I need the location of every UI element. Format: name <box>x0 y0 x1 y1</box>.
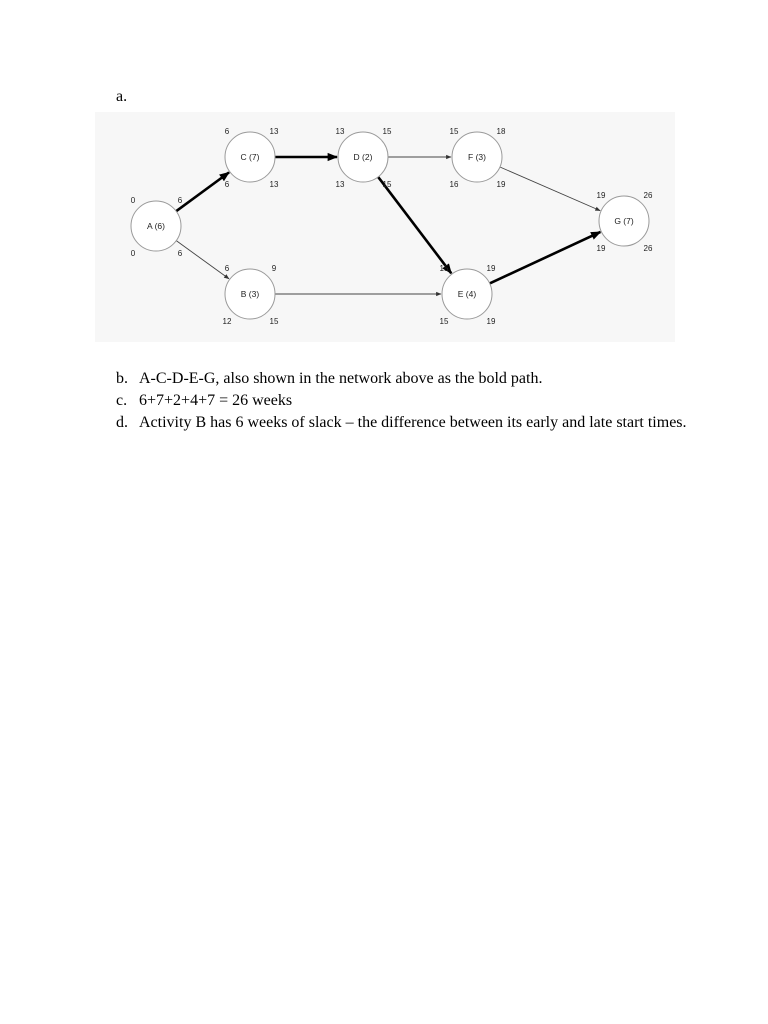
node-A-ef: 6 <box>177 196 183 205</box>
node-C-es: 6 <box>224 127 230 136</box>
node-E-ls: 15 <box>439 317 449 326</box>
node-C-label: C (7) <box>240 152 260 162</box>
edge-E-G-critical <box>490 232 601 283</box>
node-E-ef: 19 <box>486 264 496 273</box>
edge-A-B <box>176 241 229 279</box>
node-G-ef: 26 <box>643 191 653 200</box>
node-G-label: G (7) <box>614 216 634 226</box>
node-B <box>223 264 279 326</box>
node-F-lf: 19 <box>496 180 506 189</box>
node-A-lf: 6 <box>177 249 183 258</box>
node-C-ls: 6 <box>224 180 230 189</box>
node-C-lf: 13 <box>269 180 279 189</box>
answer-d <box>116 412 696 434</box>
node-E-label: E (4) <box>457 289 477 299</box>
answer-list <box>116 368 696 434</box>
answer-b <box>116 368 696 390</box>
answer-b-marker: b. <box>116 370 128 387</box>
node-B-label: B (3) <box>240 289 260 299</box>
answer-d-text: Activity B has 6 weeks of slack – the difference between its early and late start times. <box>139 414 687 431</box>
node-G-ls: 19 <box>596 244 606 253</box>
node-D-es: 13 <box>335 127 345 136</box>
node-D-lf: 15 <box>382 180 392 189</box>
edge-F-G <box>500 167 600 211</box>
node-A-label: A (6) <box>147 221 165 231</box>
node-A-ls: 0 <box>130 249 136 258</box>
answer-d-marker: d. <box>116 414 128 431</box>
node-A <box>131 196 183 258</box>
node-G-es: 19 <box>596 191 606 200</box>
node-F-es: 15 <box>449 127 459 136</box>
node-B-lf: 15 <box>269 317 279 326</box>
node-G <box>597 191 653 253</box>
answer-c-marker: c. <box>116 392 128 409</box>
answer-c-text: 6+7+2+4+7 = 26 weeks <box>139 392 293 409</box>
node-A-es: 0 <box>130 196 136 205</box>
node-D <box>336 127 392 189</box>
node-G-lf: 26 <box>643 244 653 253</box>
answer-b-text: A-C-D-E-G, also shown in the network above as the bold path. <box>139 370 543 387</box>
node-F-label: F (3) <box>468 152 486 162</box>
node-B-ef: 9 <box>271 264 277 273</box>
node-E <box>440 264 496 326</box>
node-D-ls: 13 <box>335 180 345 189</box>
answer-c <box>116 390 696 412</box>
edge-A-C-critical <box>176 172 229 211</box>
node-B-ls: 12 <box>222 317 232 326</box>
node-B-es: 6 <box>224 264 230 273</box>
node-F <box>450 127 506 189</box>
node-E-es: 15 <box>439 264 449 273</box>
node-C <box>225 127 279 189</box>
node-D-label: D (2) <box>353 152 373 162</box>
node-D-ef: 15 <box>382 127 392 136</box>
network-svg <box>95 112 675 342</box>
part-a-label: a. <box>116 88 128 105</box>
node-F-ef: 18 <box>496 127 506 136</box>
project-network-diagram <box>95 112 675 342</box>
node-F-ls: 16 <box>449 180 459 189</box>
node-C-ef: 13 <box>269 127 279 136</box>
edge-D-E-critical <box>378 177 451 273</box>
node-E-lf: 19 <box>486 317 496 326</box>
